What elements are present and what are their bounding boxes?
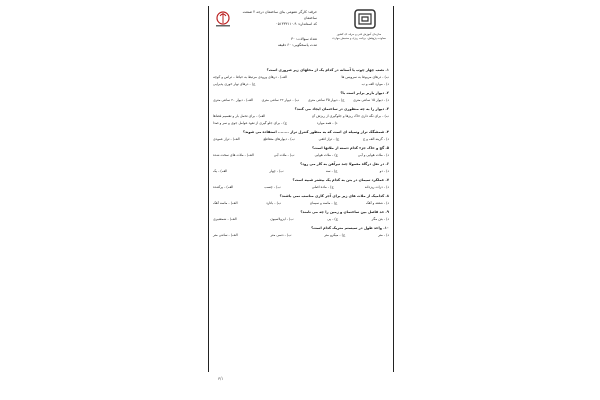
option-row (213, 169, 389, 174)
option-a: الف) - پرکننده (213, 185, 234, 189)
option-row (213, 98, 389, 103)
option-a: الف) - تراز عمودی (213, 137, 240, 141)
option-d: د) - ذرات ریزدانه (364, 185, 389, 189)
question-text: ۱۰. واحد طول در سیستم متریک کدام است؟ (311, 226, 389, 230)
option-c: ج) - دیوار ۳۵ سانتی متری (307, 98, 345, 102)
option-c: ج) - ماده اصلی (311, 185, 334, 189)
organization-logo-icon (353, 8, 377, 30)
option-b: ب) - ایزولاسیون (270, 217, 294, 221)
organization-name (329, 32, 389, 40)
question-text: ۴. شمشگک تراز وسیله ای است که به منظور کنترل تراز ........ استفاده می شوند؟ (242, 130, 389, 134)
question-3 (213, 107, 389, 126)
question-1 (213, 68, 389, 87)
option-c: ج) - پی (327, 217, 338, 221)
trade-title: حرفه: کارگر عمومی بنای ساختمان درجه ۲ صنعت ساختمان (242, 10, 317, 20)
option-d: د) - دیوار ۱۵ سانتی متری (353, 98, 389, 102)
org-name-text: سازمان آموزش فنی و حرفه ای کشور (336, 32, 382, 36)
option-a: الف) - یک (213, 169, 228, 173)
option-row (213, 233, 389, 238)
option-d: د) - گزینه الف و ج (362, 137, 389, 141)
option-a: الف) - ماسه آهک (213, 201, 238, 205)
option-row (213, 114, 389, 119)
option-row (213, 82, 389, 87)
question-8 (213, 194, 389, 206)
question-text: ۹. حد فاصل بین ساختمان و زمین را چه می نامند؟ (300, 210, 389, 214)
option-d: د) - بتن مگر (371, 217, 389, 221)
question-list (213, 64, 389, 238)
option-a: الف) - سانتی متر (213, 233, 238, 237)
question-6 (213, 162, 389, 174)
exam-header (209, 6, 393, 58)
question-4 (213, 130, 389, 142)
option-b: ب) - برای نگه داری خاک ریزها و جلوگیری از ریزش آن (311, 114, 389, 118)
option-d: د) - موارد الف و ب (361, 82, 389, 86)
question-text: ۱. نصب چهار چوب یا آستانه در کدام یک از محلهای زیر ضروری است؟ (266, 68, 389, 72)
option-b: ب) - ملات آبی (273, 153, 295, 157)
standard-code: کد استاندارد: ۹-۰۵۱۳۳۳۱۱۰ (275, 22, 317, 26)
option-a: الف) - دیوار ۲۰ سانتی متری (213, 98, 253, 102)
option-row (213, 185, 389, 190)
question-5 (213, 146, 389, 158)
option-row (213, 137, 389, 142)
option-b: ب) - درهای مربوط به سرویس ها (341, 75, 389, 79)
option-c: ج) - تراز افقی (318, 137, 340, 141)
option-c: ج) - درهای نهار خوری پذیرایی (213, 82, 256, 86)
option-d: د) - دو (379, 169, 389, 173)
option-b: ب) - چسب (264, 185, 281, 189)
option-row (213, 153, 389, 158)
option-b: ب) - دسی متر (270, 233, 292, 237)
option-d: د) - شفته و آهک (365, 201, 389, 205)
question-7 (213, 178, 389, 190)
option-c: ج) - برای جلو گیری از نفوذ عوامل جوی و سر و صدا (213, 121, 287, 125)
option-row (213, 217, 389, 222)
option-c: ج) - ماسه و سیمان (309, 201, 338, 205)
option-b: ب) - دیوارهای متقاطع (263, 137, 295, 141)
option-a: الف) - درهای ورودی مرتبط به حیاط – تراس و کوچه (213, 75, 287, 79)
question-text: ۸. کدامیک از ملات های زیر برای آجر کاری مناسب نمی باشند؟ (279, 194, 389, 198)
option-c: ج) - سه (325, 169, 338, 173)
option-a: الف) - برای تحمل بار و تقسیم فضاها (213, 114, 266, 118)
page-number: ۳/۱ (218, 376, 224, 381)
exam-duration: مدت پاسخگویی: ۶۰ دقیقه (277, 43, 317, 47)
option-b: ب) - باتارد (266, 201, 282, 205)
exam-meta (237, 36, 317, 48)
option-d: د) - متر (378, 233, 389, 237)
option-d: د) - ملات هوایی و آبی (357, 153, 389, 157)
question-count: تعداد سوالات: ۳۰ (291, 37, 317, 41)
org-sub-text: معاونت پژوهش، برنامه ریزی و سنجش مهارت (332, 36, 386, 40)
option-c: ج) - ملات هوایی (314, 153, 338, 157)
question-10 (213, 226, 389, 238)
exam-sheet (208, 6, 394, 372)
question-text: ۶. در نعل درگاه معمولا چند تیرآهن به کار می رود؟ (300, 162, 389, 166)
option-row (213, 121, 389, 126)
option-row (213, 201, 389, 206)
option-a: الف) - ملات های سخت شده (213, 153, 254, 157)
question-text: ۳. دیوار را به چه منظوری در ساختمان ایجاد می کنند؟ (294, 107, 389, 111)
option-row (213, 75, 389, 80)
question-2 (213, 91, 389, 103)
option-d: د) - همه موارد (316, 121, 338, 125)
option-b: ب) - دیوار ۲۲ سانتی متری (261, 98, 300, 102)
option-c: ج) - میکرو متر (324, 233, 346, 237)
header-info (237, 9, 317, 27)
option-a: الف) - شمشیری (213, 217, 237, 221)
emblem-icon (213, 10, 233, 28)
option-b: ب) - چهار (269, 169, 284, 173)
question-text: ۵. گچ و خاک جزء کدام دسته از ملاتها است؟ (311, 146, 389, 150)
question-9 (213, 210, 389, 222)
question-text: ۲. دیوار باربر برابر است با؟ (340, 91, 389, 95)
question-text: ۷. عملکرد سیمان در بتن به کدام یک بیشتر شبیه است؟ (292, 178, 389, 182)
